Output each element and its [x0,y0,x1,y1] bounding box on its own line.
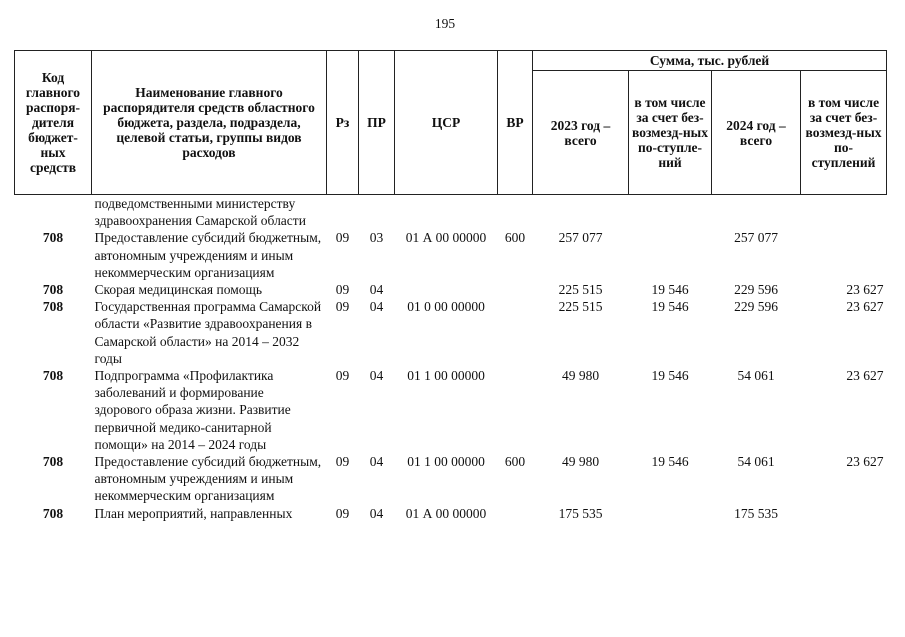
cell-vr [498,195,533,230]
cell-code: 708 [42,230,64,246]
cell-2024-total: 257 077 [734,230,778,246]
table-row [15,281,887,298]
cell-rz [327,195,359,230]
cell-2023-grants: 19 546 [651,282,689,298]
header-2024-grants: в том числе за счет без-возмезд-ных по-ступлений [801,71,887,195]
cell-2023-grants [629,229,712,281]
cell-2023-total: 49 980 [561,368,600,384]
cell-code: 708 [42,454,64,470]
cell-code: 708 [42,299,64,315]
header-2023-grants: в том числе за счет без-возмезд-ных по-ступле-ний [629,71,712,195]
cell-pr: 04 [369,505,384,521]
cell-pr: 04 [369,299,384,315]
cell-vr [498,505,533,522]
header-sum-group: Сумма, тыс. рублей [533,51,887,71]
cell-rz: 09 [335,299,350,315]
cell-name: Государственная программа Самарской области «Развитие здравоохранения в Самарской области» на 2014 – 2032 годы [94,299,322,366]
header-2023-total: 2023 год – всего [533,71,629,195]
table-header [15,51,887,195]
table-row [15,505,887,522]
cell-code [15,195,92,230]
cell-2023-grants: 19 546 [651,299,689,315]
cell-name: Предоставление субсидий бюджетным, автономным учреждениям и иным некоммерческим организациям [94,230,322,280]
cell-rz: 09 [335,282,350,298]
cell-2024-total: 229 596 [734,282,778,298]
page-number: 195 [434,16,456,31]
cell-pr: 04 [369,282,384,298]
cell-2024-grants: 23 627 [846,299,884,315]
cell-2024-total: 229 596 [734,299,778,315]
cell-csr: 01 1 00 00000 [407,368,485,384]
cell-name: Предоставление субсидий бюджетным, автономным учреждениям и иным некоммерческим организациям [94,454,322,504]
cell-rz: 09 [335,454,350,470]
cell-2024-grants [801,229,887,281]
cell-rz: 09 [335,230,350,246]
cell-code: 708 [42,505,64,521]
header-2024-total: 2024 год – всего [712,71,801,195]
cell-vr [498,298,533,367]
cell-2024-grants: 23 627 [846,454,884,470]
cell-2023-total: 257 077 [558,230,603,246]
cell-pr [359,195,395,230]
cell-2023-total: 225 515 [558,299,603,315]
cell-2023-total: 175 535 [558,505,603,521]
cell-2024-grants [801,505,887,522]
table-row [15,229,887,281]
cell-2023-grants [629,195,712,230]
cell-2023-total [533,195,629,230]
cell-2024-total: 54 061 [737,454,775,470]
cell-2023-grants: 19 546 [651,368,689,384]
cell-code: 708 [42,282,64,298]
cell-2024-grants: 23 627 [846,282,884,298]
cell-2023-grants: 19 546 [651,454,689,470]
header-name: Наименование главного распорядителя средств областного бюджета, раздела, подраздела, целевой статьи, группы видов расходов [92,51,327,195]
cell-csr: 01 0 00 00000 [407,299,485,315]
cell-vr: 600 [504,454,526,470]
cell-2023-total: 225 515 [558,282,603,298]
table-row [15,195,887,230]
cell-2024-grants: 23 627 [846,368,884,384]
cell-pr: 04 [369,368,384,384]
cell-pr: 03 [369,230,384,246]
cell-name: Подпрограмма «Профилактика заболеваний и формирование здорового образа жизни. Развитие первичной медико-санитарной помощи» на 2014 – 2024 годы [94,368,291,452]
table-row [15,298,887,367]
cell-csr: 01 1 00 00000 [407,454,485,470]
header-rz: Рз [327,51,359,195]
table-row [15,453,887,505]
cell-2023-total: 49 980 [561,454,600,470]
cell-rz: 09 [335,368,350,384]
cell-2023-grants [629,505,712,522]
header-csr: ЦСР [395,51,498,195]
cell-csr [395,195,498,230]
cell-name: Скорая медицинская помощь [94,282,263,298]
table-row [15,367,887,453]
cell-vr [498,281,533,298]
header-pr: ПР [359,51,395,195]
budget-table [14,50,887,522]
cell-pr: 04 [369,454,384,470]
cell-csr: 01 А 00 00000 [405,230,487,246]
cell-2024-grants [801,195,887,230]
table-body [15,195,887,522]
cell-2024-total: 175 535 [734,505,778,521]
cell-vr [498,367,533,453]
cell-name: подведомственными министерству здравоохранения Самарской области [94,196,306,229]
cell-2024-total: 54 061 [737,368,775,384]
cell-code: 708 [42,368,64,384]
cell-csr: 01 А 00 00000 [405,505,487,521]
header-vr: ВР [498,51,533,195]
cell-csr [395,281,498,298]
cell-rz: 09 [335,505,350,521]
cell-name: План мероприятий, направленных [94,505,293,521]
header-code: Код главного распоря-дителя бюджет-ных средств [15,51,92,195]
cell-2024-total [712,195,801,230]
cell-vr: 600 [504,230,526,246]
